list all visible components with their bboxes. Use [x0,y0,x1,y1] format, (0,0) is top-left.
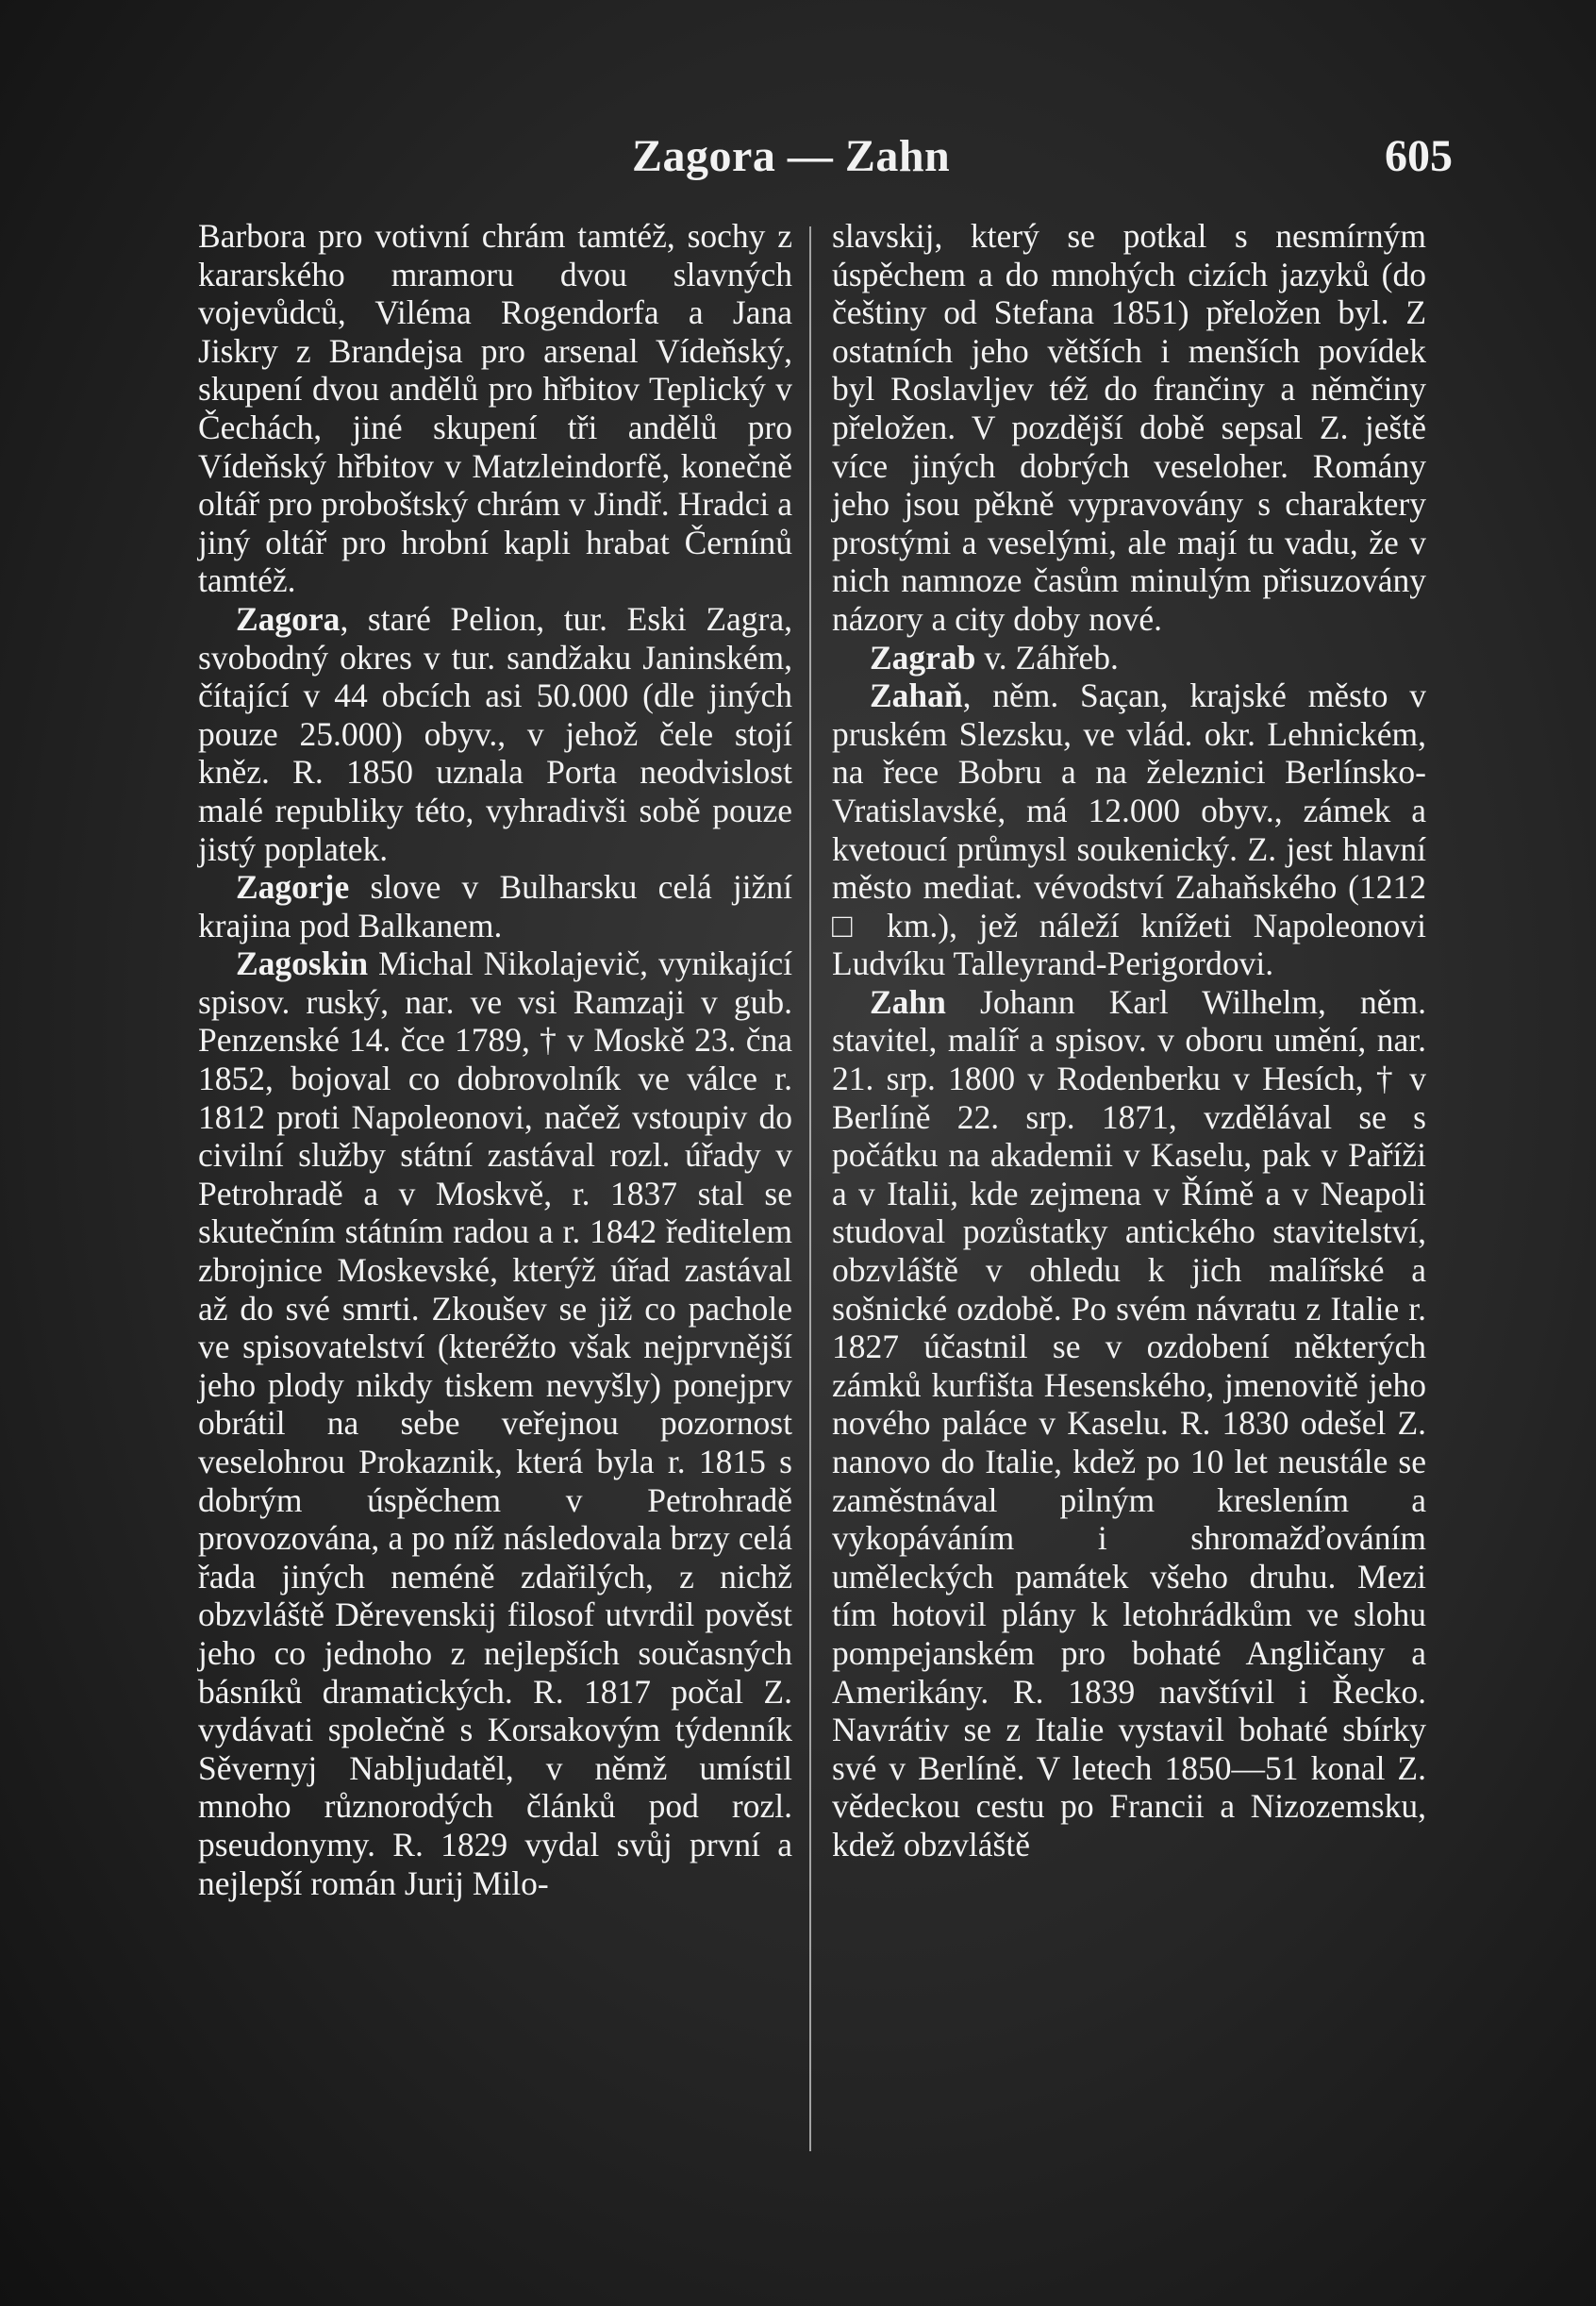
headword: Zahaň [870,677,963,715]
entry-zahn [832,983,1426,1864]
entry-zahan [832,677,1426,983]
continued-paragraph: slavskij, který se potkal s nesmírným úspěchem a do mnohých cizích jazyků (do češtiny od Stefana 1851) přeložen byl. Z ostatních jeho větších i menších povídek byl Roslavljev též do frančiny a němčiny přeložen. V pozdější době sepsal Z. ještě více jiných dobrých veseloher. Romány jeho jsou pěkně vypravovány s charaktery prostými a veselými, ale mají tu vadu, že v nich namnoze časům minulým přisuzovány názory a city doby nové. [832,217,1426,638]
entry-zagoskin [198,944,792,1902]
headword: Zagorje [236,868,350,907]
headword: Zagora [236,599,341,638]
entry-zagrab [832,639,1426,677]
page-number: 605 [1385,131,1453,181]
header-title: Zagora — Zahn [632,131,951,181]
column-divider [809,226,811,2151]
entry-zagora [198,600,792,868]
left-column [198,217,792,1902]
headword: Zagrab [870,638,976,677]
entry-zagorje [198,868,792,944]
dictionary-page [141,113,1481,2217]
running-header [141,130,1453,196]
continued-paragraph: Barbora pro votivní chrám tamtéž, sochy z kararského mramoru dvou slavných vojevůdců, Viléma Rogendorfa a Jana Jiskry z Brandejsa pro arsenal Vídeňský, skupení dvou andělů pro hřbitov Teplický v Čechách, jiné skupení tři andělů pro Vídeňský hřbitov v Matzleindorfě, konečně oltář pro proboštský chrám v Jindř. Hradci a jiný oltář pro hrobní kapli hrabat Černínů tamtéž. [198,217,792,600]
headword: Zahn [870,982,946,1021]
entry-text: Michal Nikolajevič, vynikající spisov. ruský, nar. ve vsi Ramzaji v gub. Penzenské 14. čce 1789, † v Moskě 23. čna 1852, bojoval co dobrovolník ve válce r. 1812 proti Napoleonovi, načež vstoupiv do civilní služby státní zastával rozl. úřady v Petrohradě a v Moskvě, r. 1837 stal se skutečním státním radou a r. 1842 ředitelem zbrojnice Moskevské, kterýž úřad zastával až do své smrti. Zkoušev se již co pachole ve spisovatelství (kteréžto však nejprvnější jeho plody nikdy tiskem nevyšly) ponejprv obrátil na sebe veřejnou pozornost veselohrou Prokaznik, která byla r. 1815 s dobrým úspěchem v Petrohradě provozována, a po níž následovala brzy celá řada jiných neméně zdařilých, z nichž obzvláště Děrevenskij filosof utvrdil pověst jeho co jednoho z nejlepších současných básníků dramatických. R. 1817 počal Z. vydávati společně s Korsakovým týdenník Sěvernyj Nabljudatěl, v němž umístil mnoho různorodých článků pod rozl. pseudonymy. R. 1829 vydal svůj první a nejlepší román Jurij Milo- [198,944,792,1902]
entry-text: , něm. Saçan, krajské město v pruském Slezsku, ve vlád. okr. Lehnickém, na řece Bobru a na železnici Berlínsko-Vratislavské, má 12.000 obyv., zámek a kvetoucí průmysl soukenický. Z. jest hlavní město mediat. vévodství Zahaňského (1212 □ km.), jež náleží knížeti Napoleonovi Ludvíku Talleyrand-Perigordovi. [832,677,1426,983]
text-columns [198,217,1453,2180]
entry-text: slove v Bulharsku celá jižní krajina pod Balkanem. [198,868,792,944]
right-column [832,217,1426,1864]
headword: Zagoskin [236,944,369,983]
entry-text: v. Záhřeb. [975,638,1119,677]
entry-text: Johann Karl Wilhelm, něm. stavitel, malíř a spisov. v oboru umění, nar. 21. srp. 1800 v Rodenberku v Hesích, † v Berlíně 22. srp. 1871, vzdělával se s počátku na akademii v Kaselu, pak v Paříži a v Italii, kde zejmena v Římě a v Neapoli studoval pozůstatky antického stavitelství, obzvláště v ohledu k jich malířské a sošnické ozdobě. Po svém návratu z Italie r. 1827 účastnil se v ozdobení některých zámků kurfišta Hesenského, jmenovitě jeho nového paláce v Kaselu. R. 1830 odešel Z. nanovo do Italie, kdež po 10 let neustále se zaměstnával pilným kreslením a vykopáváním i shromažďováním uměleckých památek všeho druhu. Mezi tím hotovil plány k letohrádkům ve slohu pompejanském pro bohaté Angličany a Amerikány. R. 1839 navštívil i Řecko. Navrátiv se z Italie vystavil bohaté sbírky své v Berlíně. V letech 1850—51 konal Z. vědeckou cestu po Francii a Nizozemsku, kdež obzvláště [832,982,1426,1863]
entry-text: , staré Pelion, tur. Eski Zagra, svobodný okres v tur. sandžaku Janinském, čítající v 44 obcích asi 50.000 (dle jiných pouze 25.000) obyv., v jehož čele stojí kněz. R. 1850 uznala Porta neodvislost malé republiky této, vyhradivši sobě pouze jistý poplatek. [198,599,792,868]
